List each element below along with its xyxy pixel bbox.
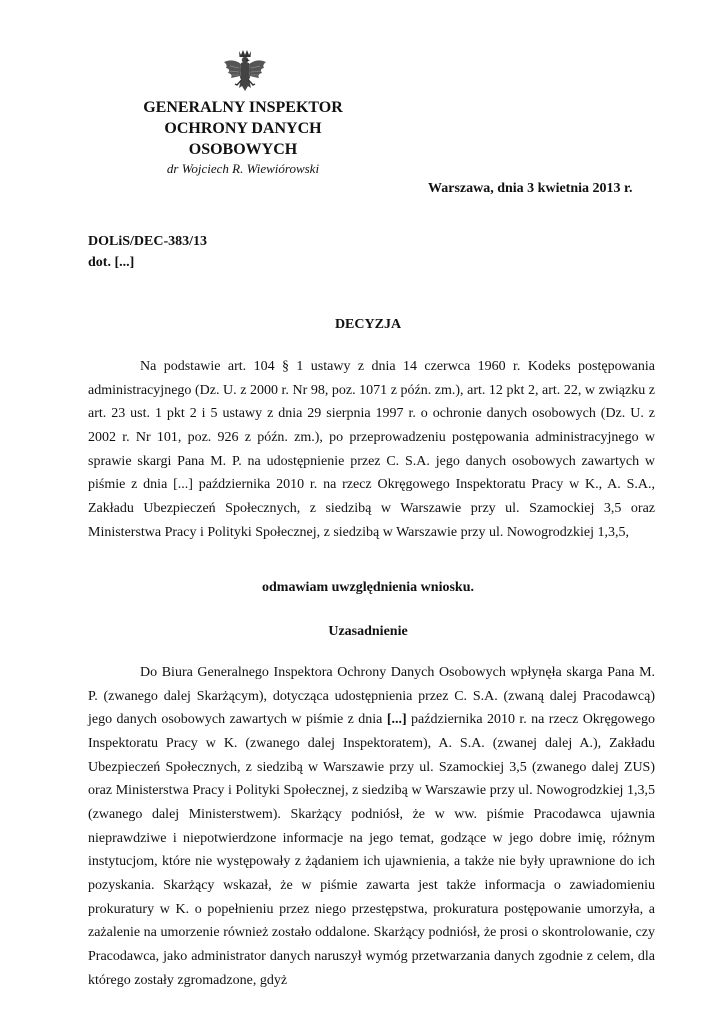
justification-line: w jego dobre imię, różnym instytucjom, które nie występowały z żądaniem ich ujawnienia, bbox=[88, 830, 655, 870]
legal-basis-line: osobowych zawartych w piśmie z dnia [...] października 2010 r. na rzecz Okręgowego bbox=[88, 453, 656, 493]
legal-basis-line: osobowych (Dz. U. z 2002 r. Nr 101, poz. 926 z późn. zm.), po przeprowadzeniu postępowania bbox=[88, 406, 655, 445]
issuer-header bbox=[107, 97, 379, 178]
justification-title: Uzasadnienie bbox=[328, 624, 408, 639]
justification-line: dalej A.), Zakładu Ubezpieczeń Społecznych, z siedzibą w Warszawie przy ul. Szamockiej 3,5 bbox=[88, 735, 655, 775]
legal-basis-line: w związku z art. 23 ust. 1 pkt 2 i 5 ustawy z dnia 29 sierpnia 1997 r. o ochronie danych bbox=[88, 382, 655, 422]
justification-line: M. P. (zwanego dalej Skarżącym), dotycząca udostępnienia przez C. S.A. (zwaną dalej bbox=[88, 665, 656, 704]
legal-basis-line: administracyjnego w sprawie skargi Pana M. P. na udostępnienie przez C. S.A. jego danych bbox=[88, 429, 655, 469]
justification-line: Pracodawcą) jego danych osobowych zawartych w piśmie z dnia bbox=[88, 688, 656, 728]
legal-basis-line: Na podstawie art. 104 § 1 ustawy z dnia 14 czerwca 1960 r. Kodeks postępowania bbox=[140, 359, 655, 374]
justification-line: naruszył wymóg przetwarzania danych zgodnie z celem, dla którego zostały zgromadzone, gdyż bbox=[88, 948, 655, 988]
justification-line: a także nie były uprawnione do ich pozyskania. Skarżący wskazał, że w piśmie zawarta jest bbox=[88, 854, 656, 893]
reference-concerning: dot. [...] bbox=[88, 255, 135, 270]
justification-line: października 2010 r. na bbox=[411, 712, 545, 728]
place-and-date: Warszawa, dnia 3 kwietnia 2013 r. bbox=[428, 181, 633, 196]
justification-line: przy ul. Nowogrodzkiej 1,3,5 (zwanego dalej Ministerstwem). Skarżący podniósł, że w ww. bbox=[88, 783, 655, 822]
justification-line: rzecz Okręgowego Inspektoratu Pracy w K. (zwanego dalej Inspektoratem), A. S.A. (zwanej bbox=[88, 712, 656, 751]
legal-basis-line: administracyjnego (Dz. U. z 2000 r. Nr 98, poz. 1071 z późn. zm.), art. 12 pkt 2, art. 22, bbox=[88, 382, 582, 398]
reference-number: DOLiS/DEC-383/13 bbox=[88, 234, 208, 249]
justification-paragraph bbox=[88, 661, 655, 992]
justification-line: prokuratura postępowanie umorzyła, a zażalenie na umorzenie również zostało oddalone. bbox=[88, 901, 655, 941]
legal-basis-line: Inspektoratu Pracy w K., A. S.A., Zakładu Ubezpieczeń Społecznych, z siedzibą w Warszawie bbox=[88, 477, 656, 516]
redaction-marker: [...] bbox=[386, 712, 407, 728]
legal-basis-line: przy ul. Nowogrodzkiej 1,3,5, bbox=[460, 524, 629, 540]
issuer-name: dr Wojciech R. Wiewiórowski bbox=[166, 161, 320, 176]
justification-line: piśmie Pracodawca ujawnia nieprawdziwe i niepotwierdzone informacje na jego temat, godzące bbox=[88, 806, 655, 846]
eagle-emblem-icon bbox=[222, 48, 268, 98]
decision-title: DECYZJA bbox=[334, 317, 402, 332]
issuer-title-line-1: GENERALNY INSPEKTOR bbox=[143, 99, 343, 116]
justification-line: także informacja o zawiadomieniu prokuratury w K. o popełnieniu przez niego przestępstwa, bbox=[88, 877, 656, 917]
legal-basis-line: przy ul. Szamockiej 3,5 oraz Ministerstwa Pracy i Polityki Społecznej, z siedzibą w Warszawie bbox=[88, 500, 655, 540]
justification-line: (zwanego dalej ZUS) oraz Ministerstwa Pracy i Polityki Społecznej, z siedzibą w Warszawie bbox=[88, 759, 655, 799]
issuer-title-line-3: OSOBOWYCH bbox=[188, 141, 298, 158]
justification-line: Skarżący podniósł, że prosi o skontrolowanie, czy Pracodawca, jako administrator danych bbox=[88, 925, 656, 964]
issuer-title-line-2: OCHRONY DANYCH bbox=[164, 120, 322, 137]
ruling: odmawiam uwzględnienia wniosku. bbox=[262, 580, 474, 595]
justification-line: Do Biura Generalnego Inspektora Ochrony Danych Osobowych wpłynęła skarga Pana bbox=[140, 665, 635, 680]
legal-basis-paragraph bbox=[88, 355, 655, 544]
